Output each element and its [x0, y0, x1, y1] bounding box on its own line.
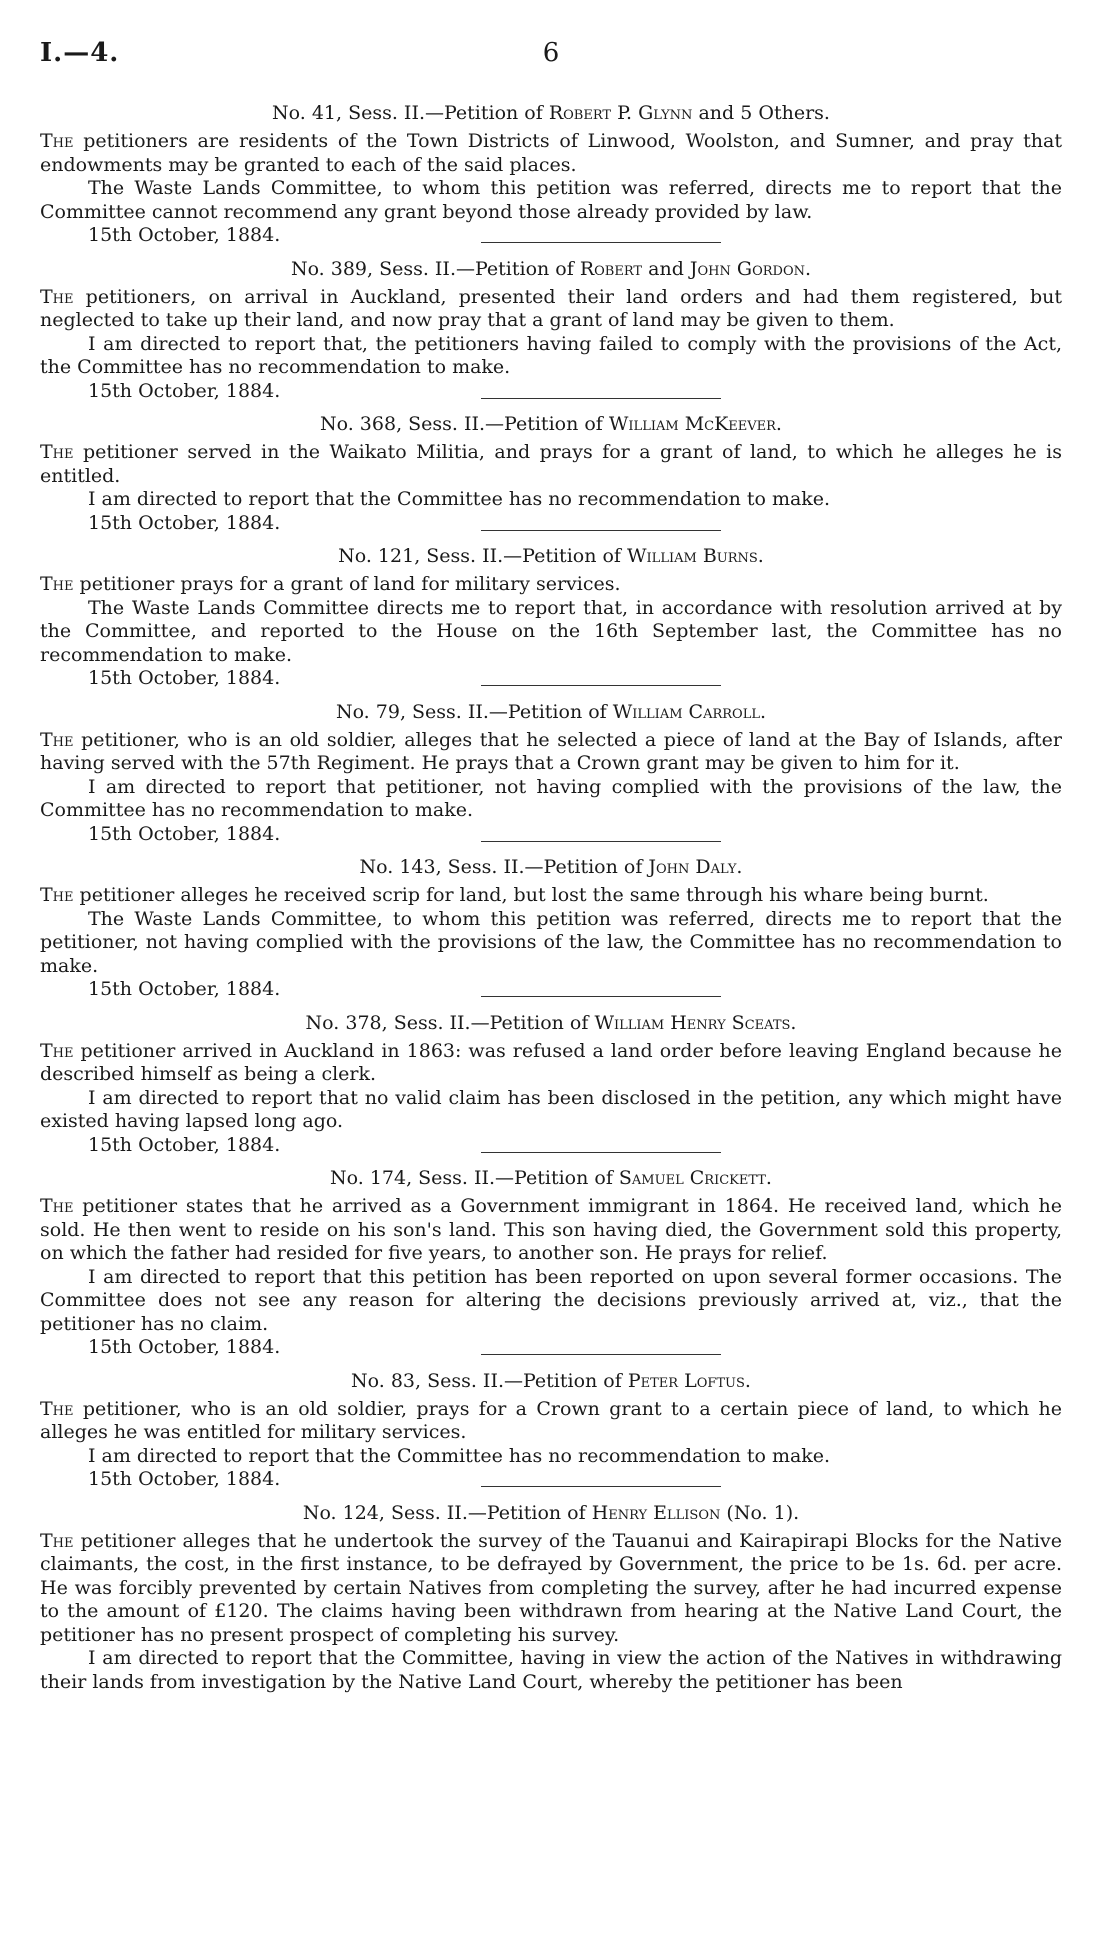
petitioner-name-second: John Gordon.	[689, 257, 812, 280]
body-text: petitioner arrived in Auckland in 1863: was refused a land order before leaving England because he described himself as being a clerk.	[40, 1039, 1062, 1085]
lead-word: The	[40, 573, 74, 595]
petitioner-name: John Daly.	[648, 856, 743, 878]
petitioner-name: William McKeever.	[608, 413, 782, 435]
petitioner-name: Samuel Crickett.	[618, 1167, 772, 1189]
petition-body	[40, 1530, 1062, 1648]
paper-reference: I.—4.	[40, 38, 120, 68]
lead-word: The	[40, 1529, 74, 1552]
petition-heading	[40, 1500, 1062, 1526]
petition-body	[40, 729, 1062, 776]
heading-prefix: No. 79, Sess. II.—Petition of	[335, 700, 607, 723]
lead-word: The	[40, 441, 74, 463]
petition-body	[40, 441, 1062, 488]
body-text: petitioner alleges he received scrip for land, but lost the same through his whare being burnt.	[73, 884, 989, 906]
petition-entry	[40, 543, 1062, 691]
petitioner-name: Henry Ellison	[591, 1501, 721, 1524]
body-text: petitioner states that he arrived as a Government immigrant in 1864. He received land, which he sold. He then went to reside on his son's land. This son having died, the Government sold this property, on which the father had resided for five years, to another son. He prays for relief.	[40, 1195, 1062, 1264]
petition-heading	[40, 100, 1062, 126]
heading-prefix: No. 378, Sess. II.—Petition of	[305, 1011, 589, 1034]
petition-heading	[40, 543, 1062, 569]
heading-prefix: No. 143, Sess. II.—Petition of	[359, 856, 643, 878]
petition-heading	[40, 699, 1062, 725]
petition-heading	[40, 1010, 1062, 1036]
petition-body	[40, 130, 1062, 177]
petition-body	[40, 1040, 1062, 1087]
heading-prefix: No. 121, Sess. II.—Petition of	[338, 545, 621, 567]
committee-report: I am directed to report that the Committee has no recommendation to make.	[88, 1444, 831, 1467]
heading-suffix: and	[648, 257, 684, 280]
petition-entry	[40, 1500, 1062, 1695]
heading-prefix: No. 124, Sess. II.—Petition of	[302, 1501, 586, 1524]
lead-word: The	[40, 130, 74, 152]
petitioner-name: William Henry Sceats.	[594, 1011, 797, 1034]
body-text: petitioner prays for a grant of land for military services.	[73, 573, 621, 595]
petitioner-name: Robert	[579, 257, 643, 280]
report-date: 15th October, 1884.	[40, 823, 1062, 847]
petitioner-name: Peter Loftus.	[627, 1369, 751, 1392]
report-date: 15th October, 1884.	[40, 1336, 1062, 1360]
petitioner-name: William Burns.	[627, 545, 764, 567]
petition-entry	[40, 411, 1062, 535]
petition-body	[40, 1398, 1062, 1445]
report-date: 15th October, 1884.	[40, 1468, 1062, 1492]
committee-report: I am directed to report that the Committee has no recommendation to make.	[88, 488, 831, 510]
petition-entry	[40, 1368, 1062, 1492]
petition-heading	[40, 854, 1062, 880]
committee-report: I am directed to report that this petition has been reported on upon several former occasions. The Committee does not see any reason for altering the decisions previously arrived at, viz., that the petitioner has no claim.	[40, 1265, 1062, 1335]
petition-entry	[40, 854, 1062, 1002]
page-number: 6	[542, 38, 560, 68]
body-text: petitioners, on arrival in Auckland, presented their land orders and had them registered, but neglected to take up their land, and now pray that a grant of land may be given to them.	[40, 285, 1062, 331]
petition-heading	[40, 411, 1062, 437]
report-date: 15th October, 1884.	[40, 978, 1062, 1002]
committee-report: I am directed to report that no valid claim has been disclosed in the petition, any which might have existed having lapsed long ago.	[40, 1086, 1062, 1132]
petitioner-name: William Carroll.	[612, 700, 767, 723]
lead-word: The	[40, 1397, 74, 1420]
petition-body	[40, 1195, 1062, 1266]
petition-body	[40, 573, 1062, 597]
lead-word: The	[40, 1039, 74, 1062]
committee-report: I am directed to report that the Committee, having in view the action of the Natives in withdrawing their lands from investigation by the Native Land Court, whereby the petitioner has been	[40, 1647, 1062, 1693]
report-date: 15th October, 1884.	[40, 1134, 1062, 1158]
committee-report: I am directed to report that petitioner, not having complied with the provisions of the law, the Committee has no recommendation to make.	[40, 775, 1062, 821]
body-text: petitioner, who is an old soldier, alleges that he selected a piece of land at the Bay of Islands, after having served with the 57th Regiment. He prays that a Crown grant may be given to him for it.	[40, 728, 1062, 774]
petition-heading	[40, 1368, 1062, 1394]
petition-entry	[40, 100, 1062, 248]
body-text: petitioner, who is an old soldier, prays for a Crown grant to a certain piece of land, to which he alleges he was entitled for military services.	[40, 1397, 1062, 1443]
report-date: 15th October, 1884.	[40, 667, 1062, 691]
petitioner-name: Robert P. Glynn	[548, 102, 693, 124]
body-text: petitioner alleges that he undertook the survey of the Tauanui and Kairapirapi Blocks for the Native claimants, the cost, in the first instance, to be defrayed by Government, the price to be 1s. 6d. per acre. He was forcibly prevented by certain Natives from completing the survey, after he had incurred expense to the amount of £120. The claims having been withdrawn from hearing at the Native Land Court, the petitioner has no present prospect of completing his survey.	[40, 1529, 1062, 1646]
petition-body	[40, 286, 1062, 333]
committee-report: The Waste Lands Committee, to whom this petition was referred, directs me to report that the Committee cannot recommend any grant beyond those already provided by law.	[40, 177, 1062, 223]
report-date: 15th October, 1884.	[40, 380, 1062, 404]
petition-entry	[40, 1010, 1062, 1158]
heading-prefix: No. 83, Sess. II.—Petition of	[351, 1369, 622, 1392]
committee-report: The Waste Lands Committee directs me to report that, in accordance with resolution arrived at by the Committee, and reported to the House on the 16th September last, the Committee has no recommendation to make.	[40, 596, 1062, 666]
committee-report: The Waste Lands Committee, to whom this petition was referred, directs me to report that the petitioner, not having complied with the provisions of the law, the Committee has no recommendation to make.	[40, 907, 1062, 977]
heading-prefix: No. 41, Sess. II.—Petition of	[272, 102, 543, 124]
petition-entry	[40, 699, 1062, 847]
heading-suffix: (No. 1).	[726, 1501, 800, 1524]
lead-word: The	[40, 285, 74, 308]
body-text: petitioner served in the Waikato Militia, and prays for a grant of land, to which he alleges he is entitled.	[40, 441, 1062, 487]
lead-word: The	[40, 1195, 74, 1217]
petition-entry	[40, 1165, 1062, 1360]
committee-report: I am directed to report that, the petitioners having failed to comply with the provisions of the Act, the Committee has no recommendation to make.	[40, 332, 1062, 378]
petition-heading	[40, 256, 1062, 282]
heading-suffix: and 5 Others.	[698, 102, 830, 124]
petition-entry	[40, 256, 1062, 404]
lead-word: The	[40, 728, 74, 751]
report-date: 15th October, 1884.	[40, 512, 1062, 536]
report-date: 15th October, 1884.	[40, 224, 1062, 248]
petition-heading	[40, 1165, 1062, 1191]
petition-body	[40, 884, 1062, 908]
heading-prefix: No. 389, Sess. II.—Petition of	[290, 257, 574, 280]
heading-prefix: No. 368, Sess. II.—Petition of	[320, 413, 603, 435]
lead-word: The	[40, 884, 74, 906]
body-text: petitioners are residents of the Town Districts of Linwood, Woolston, and Sumner, and pray that endowments may be granted to each of the said places.	[40, 130, 1062, 176]
page-header	[40, 38, 1062, 82]
heading-prefix: No. 174, Sess. II.—Petition of	[330, 1167, 613, 1189]
